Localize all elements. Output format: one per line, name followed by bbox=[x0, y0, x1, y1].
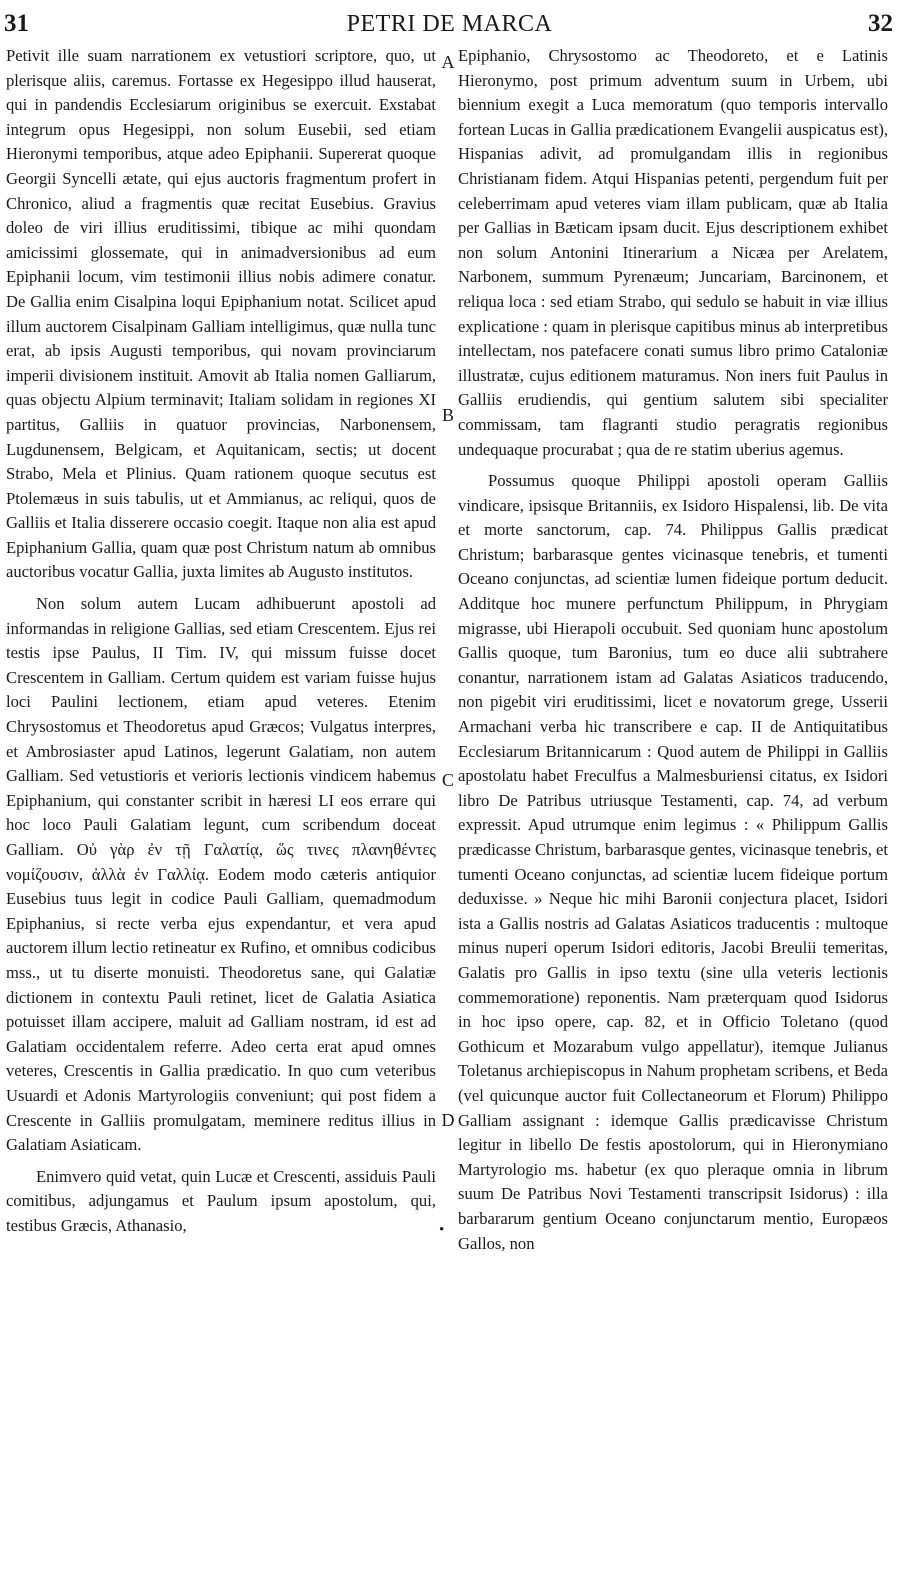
paragraph: Possumus quoque Philippi apostoli operam Galliis vindicare, ipsisque Britanniis, ex Isidoro Hispalensi, lib. De vita et morte sanctorum, cap. 74. Philippus Gallis prædicat Christum; barbarasque gentes vicinasque tenebris, et tumenti Oceano conjunctas, ad scientiæ lumen fideique portum deducit. Additque hoc munere perfunctum Philippum, in Phrygiam migrasse, ubi Hierapoli occubuit. Sed quoniam hunc apostolum Gallis quoque, tum Baronius, tum eo duce alii subtrahere conantur, narrationem istam ad Galatas Asiaticos traducendo, non pigebit viri eruditissimi, licet e novatorum grege, Usserii Armachani verba hic transcribere e cap. II de Antiquitatibus Ecclesiarum Britannicarum : Quod autem de Philippi in Galliis apostolatu habet Freculfus a Malmesburiensi citatus, ex Isidori libro De Patribus utriusque Testamenti, cap. 74, ad verbum expressit. Apud utrumque enim legimus : « Philippum Gallis prædicasse Christum, barbarasque gentes, vicinasque tenebris, et tumenti Oceano conjunctas, ad scientiæ lucem fideique portum deduxisse. » Neque hic mihi Baronii conjectura placet, Isidori ista a Gallis nostris ad Galatas Asiaticos traducentis : multoque minus nuperi operum Isidori editoris, Jacobi Breulii temeritas, Galatis pro Gallis in ipso textu (sine ulla veteris lectionis commemoratione) reponentis. Nam præterquam quod Isidorus in hoc ipso opere, cap. 82, et in Officio Toletano (quod Gothicum et Mozarabum vulgo appellatur), itemque Julianus Toletanus archiepiscopus in Nahum prophetam scribens, et Beda (vel quicunque auctor fuit Collectaneorum et Florum) Philippo Galliam assignant : idemque Gallis prædicavisse Christum legitur in libello De festis apostolorum, qui in Hieronymiano Martyrologio ms. habetur (ex quo pleraque omnia in librum suum De Patribus Novi Testamenti transcripsit Isidorus) : illa barbararum gentium Oceano conjunctarum mentio, Europæos Gallos, non bbox=[458, 471, 888, 1253]
margin-bullet: • bbox=[439, 1222, 445, 1238]
paragraph: Petivit ille suam narrationem ex vetustiori scriptore, quo, ut plerisque aliis, caremus. Fortasse ex Hegesippo illud hauserat, qui in pandendis Ecclesiarum originibus se exercuit. Exstabat integrum opus Hegesippi, non solum Eusebii, sed etiam Hieronymi temporibus, atque adeo Epiphanii. Supererat quoque Georgii Syncelli ætate, qui ejus auctoris fragmentum profert in Chronico, aliud a fragmentis quæ recitat Eusebius. Gravius doleo de viri illius eruditissimi, tibique ac mihi quondam amicissimi glossemate, qui in animadversionibus ad eum Epiphanii locum, vim testimonii illius nobis adimere conatur. De Gallia enim Cisalpina loqui Epiphanium notat. Scilicet apud illum auctorem Cisalpinam Galliam intelligimus, quæ nulla tunc erat, ab ipsis Augusti temporibus, qui novam provinciarum imperii divisionem instituit. Amovit ab Italia nomen Galliarum, quas objectu Alpium terminavit; Italiam solidam in regiones XI partitus, Galliis in quatuor provincias, Narbonensem, Lugdunensem, Belgicam, et Aquitanicam, sectis; ut docent Strabo, Mela et Plinius. Quam rationem quoque secutus est Ptolemæus in suis tabulis, ut et Ammianus, ac reliqui, quos de Galliis et Italia disserere occasio coegit. Itaque non alia est apud Epiphanium Gallia, quam quæ post Christum natum ab omnibus auctoribus vocatur Gallia, juxta limites ab Augusto institutos. bbox=[6, 46, 436, 582]
paragraph: Non solum autem Lucam adhibuerunt apostoli ad informandas in religione Gallias, sed etiam Crescentem. Ejus rei testis ipse Paulus, II Tim. IV, qui missum fuisse docet Crescentem in Galliam. Certum quidem est variam fuisse hujus loci Paulini lectionem, etiam apud veteres. Etenim Chrysostomus et Theodoretus apud Græcos; Vulgatus interpres, et Ambrosiaster apud Latinos, legerunt Galatiam, non autem Galliam. Sed vetustioris et verioris lectionis vindicem habemus Epiphanium, qui constanter scribit in hæresi LI eos errare qui hoc loco Pauli Galatiam legunt, cum scribendum doceat Galliam. Οὐ γὰρ ἐν τῇ Γαλατίᾳ, ὥς τινες πλανηθέντες νομίζουσιν, ἀλλὰ ἐν Γαλλίᾳ. Eodem modo cæteris antiquior Eusebius tuus legit in codice Pauli Galliam, quemadmodum Epiphanius, si recte verba ejus expendantur, et vera apud auctorem illum lectio retineatur ex Rufino, et omnibus codicibus mss., ut tu diserte monuisti. Theodoretus sane, qui Galatiæ dictionem in contextu Pauli retinet, licet de Galatia Asiatica potuisset illam accipere, maluit ad Galliam nostram, id est ad Galatiam occidentalem referre. Adeo certa erat apud omnes veteres, Crescentis in Gallia prædicatio. In quo cum veteribus Usuardi et Adonis Martyrologiis conveniunt; qui post fidem a Crescente in Galliis promulgatam, meminere reditus illius in Galatiam Asiaticam. bbox=[6, 594, 436, 1155]
right-column bbox=[458, 44, 888, 1256]
paragraph: Epiphanio, Chrysostomo ac Theodoreto, et e Latinis Hieronymo, post primum adventum suum in Urbem, ubi biennium exegit a Luca memoratum (quo temporis intervallo fortean Lucas in Gallia prædicationem Evangelii auspicatus est), Hispanias adivit, ad promulgandam illis in regionibus Christianam fidem. Atqui Hispanias petenti, pergendum fuit per celeberrimam apud veteres viam illam publicam, quæ ab Italia per Gallias in Bæticam ipsam ducit. Ejus descriptionem exhibet non solum Antonini Itinerarium a Nicæa per Arelatem, Narbonem, summum Pyrenæum; Juncariam, Barcinonem, et reliqua loca : sed etiam Strabo, qui sedulo se habuit in viæ illius explicatione : quam in plerisque capitibus minus ab interpretibus intellectam, nos patefacere conati sumus libro primo Cataloniæ illustratæ, cujus editionem maturamus. Non iners fuit Paulus in Galliis erudiendis, qui gentium salutem sibi specialiter commissam, tam flagranti studio peragratis regionibus undequaque procurabat ; qua de re statim uberius agemus. bbox=[458, 46, 888, 459]
page-number-right: 32 bbox=[868, 10, 893, 37]
margin-letter-c: C bbox=[441, 770, 454, 790]
left-column bbox=[6, 44, 436, 1239]
margin-letter-a: A bbox=[441, 52, 455, 72]
margin-letter-b: B bbox=[441, 405, 454, 425]
page-header bbox=[0, 4, 899, 44]
running-head: PETRI DE MARCA bbox=[346, 11, 553, 37]
paragraph: Enimvero quid vetat, quin Lucæ et Crescenti, assiduis Pauli comitibus, adjungamus et Paulum ipsum apostolum, qui, testibus Græcis, Athanasio, bbox=[6, 1166, 436, 1235]
margin-letter-d: D bbox=[441, 1110, 455, 1130]
page-number-left: 31 bbox=[4, 10, 29, 37]
